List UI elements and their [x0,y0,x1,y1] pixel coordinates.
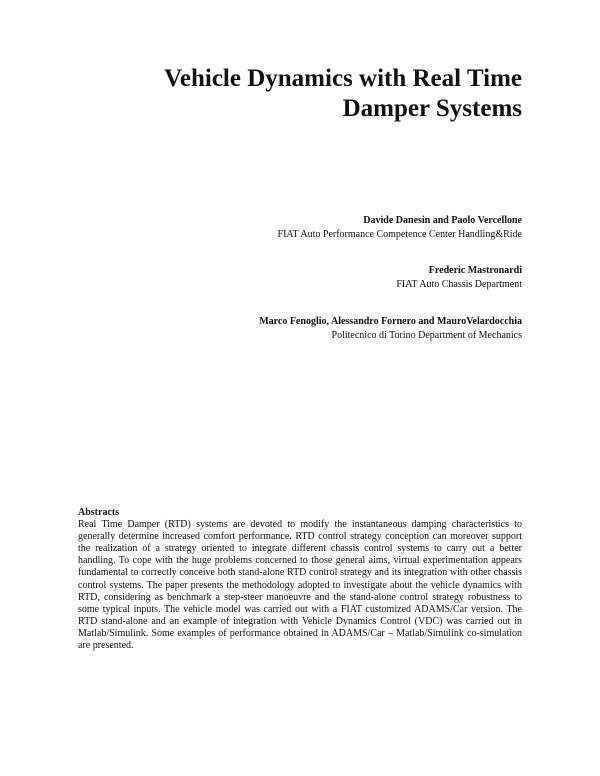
title-line-1: Vehicle Dynamics with Real Time [164,65,522,92]
author-block-3 [102,315,522,343]
author-block-1 [102,214,522,242]
author-affiliation: Politecnico di Torino Department of Mechanics [331,330,522,341]
author-affiliation: FIAT Auto Chassis Department [396,279,522,290]
author-names: Frederic Mastronardi [428,265,522,276]
author-names: Davide Danesin and Paolo Vercellone [363,215,522,226]
abstract-section [78,507,522,652]
abstract-heading: Abstracts [78,507,120,518]
author-names: Marco Fenoglio, Alessandro Fornero and MauroVelardocchia [259,316,522,327]
paper-title [82,64,522,124]
title-line-2: Damper Systems [342,95,522,122]
author-block-2 [102,264,522,292]
abstract-body: Real Time Damper (RTD) systems are devoted to modify the instantaneous damping characteristics to generally determine increased comfort performance. RTD control strategy conception can moreover support the realization of a strategy oriented to integrate different chassis control systems to carry out a better handling. To cope with the huge problems concerned to those general aims, virtual experimentation appears fundamental to correctly conceive both stand-alone RTD control strategy and its integration with other chassis control systems. The paper presents the methodology adopted to investigate about the vehicle dynamics with RTD, considering as benchmark a step-steer manoeuvre and the stand-alone control strategy robustness to some typical inputs. The vehicle model was carried out with a FIAT customized ADAMS/Car version. The RTD stand-alone and an example of integration with Vehicle Dynamics Control (VDC) was carried out in Matlab/Simulink. Some examples of performance obtained in ADAMS/Car – Matlab/Simulink co-simulation are presented. [78,519,522,652]
author-affiliation: FIAT Auto Performance Competence Center Handling&Ride [277,229,522,240]
